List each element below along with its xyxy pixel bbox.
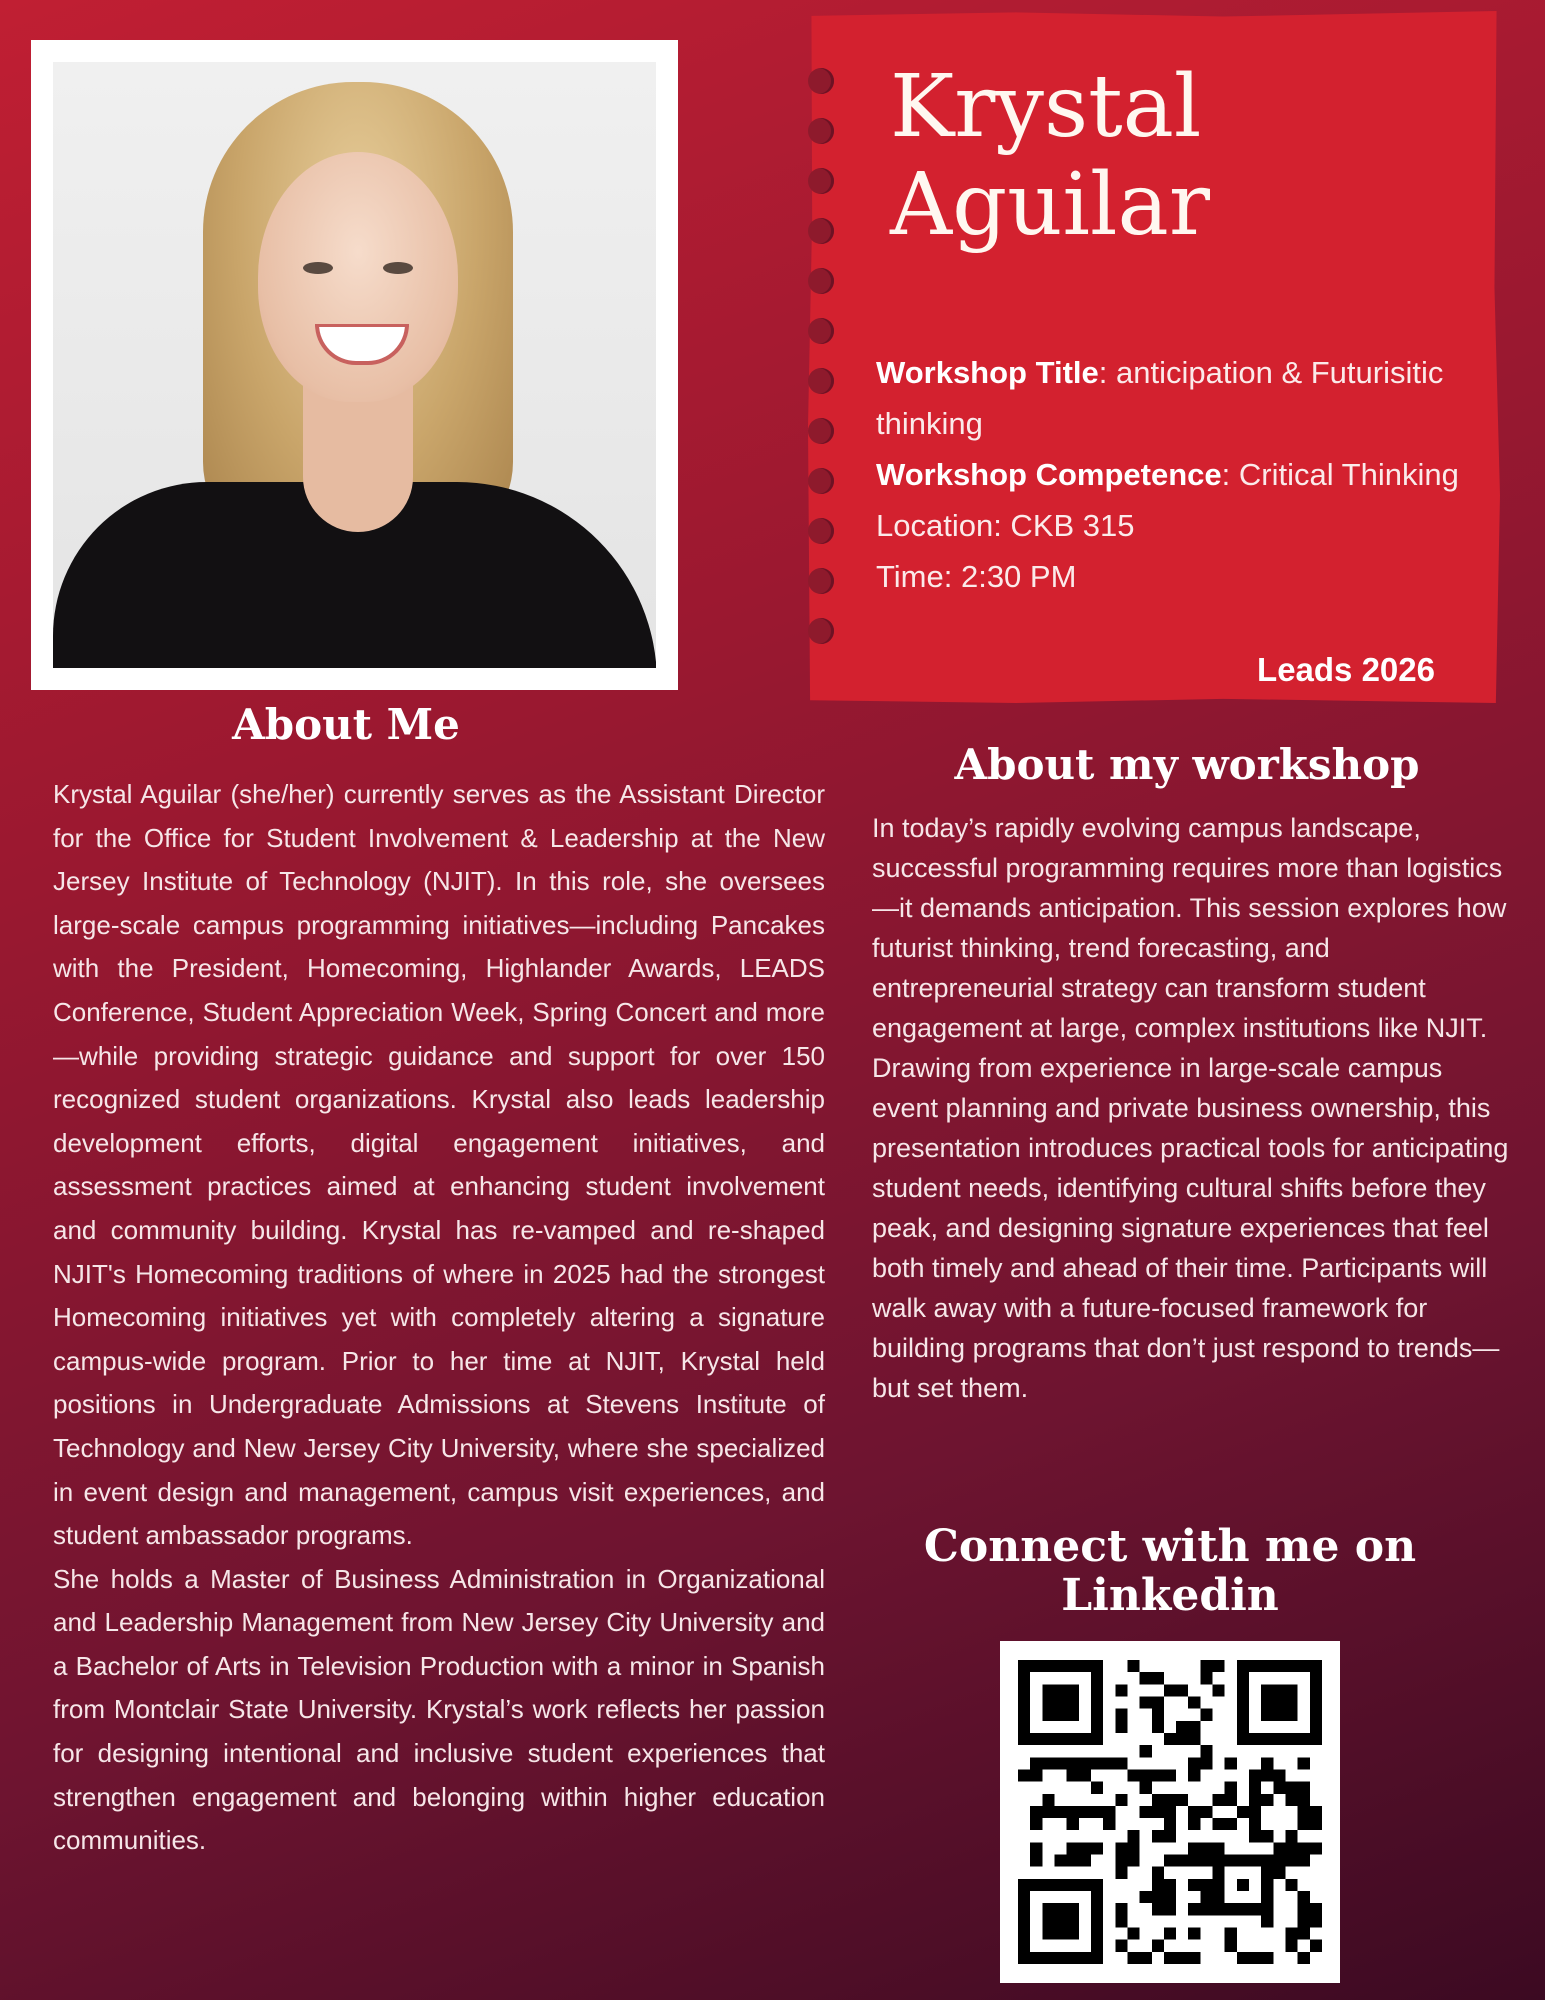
spiral-ring <box>808 218 834 244</box>
workshop-competence-row <box>876 449 1476 500</box>
workshop-title-row <box>876 347 1476 449</box>
connect-heading: Connect with me on Linkedin <box>923 1521 1417 1621</box>
speaker-name <box>890 58 1210 254</box>
about-workshop-heading: About my workshop <box>954 740 1420 789</box>
speaker-photo <box>53 62 656 668</box>
about-me-text <box>53 773 825 1863</box>
workshop-location: Location: CKB 315 <box>876 508 1135 543</box>
speaker-last-name: Aguilar <box>890 155 1210 255</box>
spiral-ring <box>808 568 834 594</box>
spiral-ring <box>808 468 834 494</box>
workshop-competence-value: : Critical Thinking <box>1221 457 1459 492</box>
event-label: Leads 2026 <box>1257 651 1435 688</box>
spiral-ring <box>808 368 834 394</box>
spiral-ring <box>808 168 834 194</box>
workshop-title-label: Workshop Title <box>876 355 1099 390</box>
spiral-ring <box>808 418 834 444</box>
spiral-ring <box>808 68 834 94</box>
bio-paragraph: She holds a Master of Business Administration in Organizational and Leadership Management from New Jersey City University and a Bachelor of Arts in Television Production with a minor in Spanish from Montclair State University. Krystal’s work reflects her passion for designing intentional and inclusive student experiences that strengthen engagement and belonging within higher education communities. <box>53 1563 825 1856</box>
speaker-photo-frame <box>31 40 678 690</box>
speaker-first-name: Krystal <box>890 57 1202 157</box>
workshop-details <box>876 347 1476 602</box>
spiral-ring <box>808 318 834 344</box>
workshop-competence-label: Workshop Competence <box>876 457 1222 492</box>
spiral-ring <box>808 618 834 644</box>
linkedin-qr-code[interactable] <box>1000 1641 1340 1983</box>
about-workshop-text: In today’s rapidly evolving campus landscape, successful programming requires more than logistics—it demands anticipation. This session explores how futurist thinking, trend forecasting, and entrepreneurial strategy can transform student engagement at large, complex institutions like NJIT. Drawing from experience in large-scale campus event planning and private business ownership, this presentation introduces practical tools for anticipating student needs, identifying cultural shifts before they peak, and designing signature experiences that feel both timely and ahead of their time. Participants will walk away with a future-focused framework for building programs that don’t just respond to trends—but set them. <box>872 813 1509 1403</box>
qr-code-icon <box>1018 1659 1322 1965</box>
workshop-title-value: : anticipation & Futurisitic thinking <box>876 355 1444 441</box>
bio-paragraph: Krystal Aguilar (she/her) currently serves as the Assistant Director for the Office for Student Involvement & Leadership at the New Jersey Institute of Technology (NJIT). In this role, she oversees large-scale campus programming initiatives—including Pancakes with the President, Homecoming, Highlander Awards, LEADS Conference, Student Appreciation Week, Spring Concert and more—while providing strategic guidance and support for over 150 recognized student organizations. Krystal also leads leadership development efforts, digital engagement initiatives, and assessment practices aimed at enhancing student involvement and community building. Krystal has re-vamped and re-shaped NJIT's Homecoming traditions of where in 2025 had the strongest Homecoming initiatives yet with completely altering a signature campus-wide program. Prior to her time at NJIT, Krystal held positions in Undergraduate Admissions at Stevens Institute of Technology and New Jersey City University, where she specialized in event design and management, campus visit experiences, and student ambassador programs. <box>53 779 825 1551</box>
workshop-time: Time: 2:30 PM <box>876 559 1077 594</box>
about-me-heading: About Me <box>232 700 460 749</box>
spiral-ring <box>808 268 834 294</box>
spiral-ring <box>808 118 834 144</box>
spiral-ring <box>808 518 834 544</box>
